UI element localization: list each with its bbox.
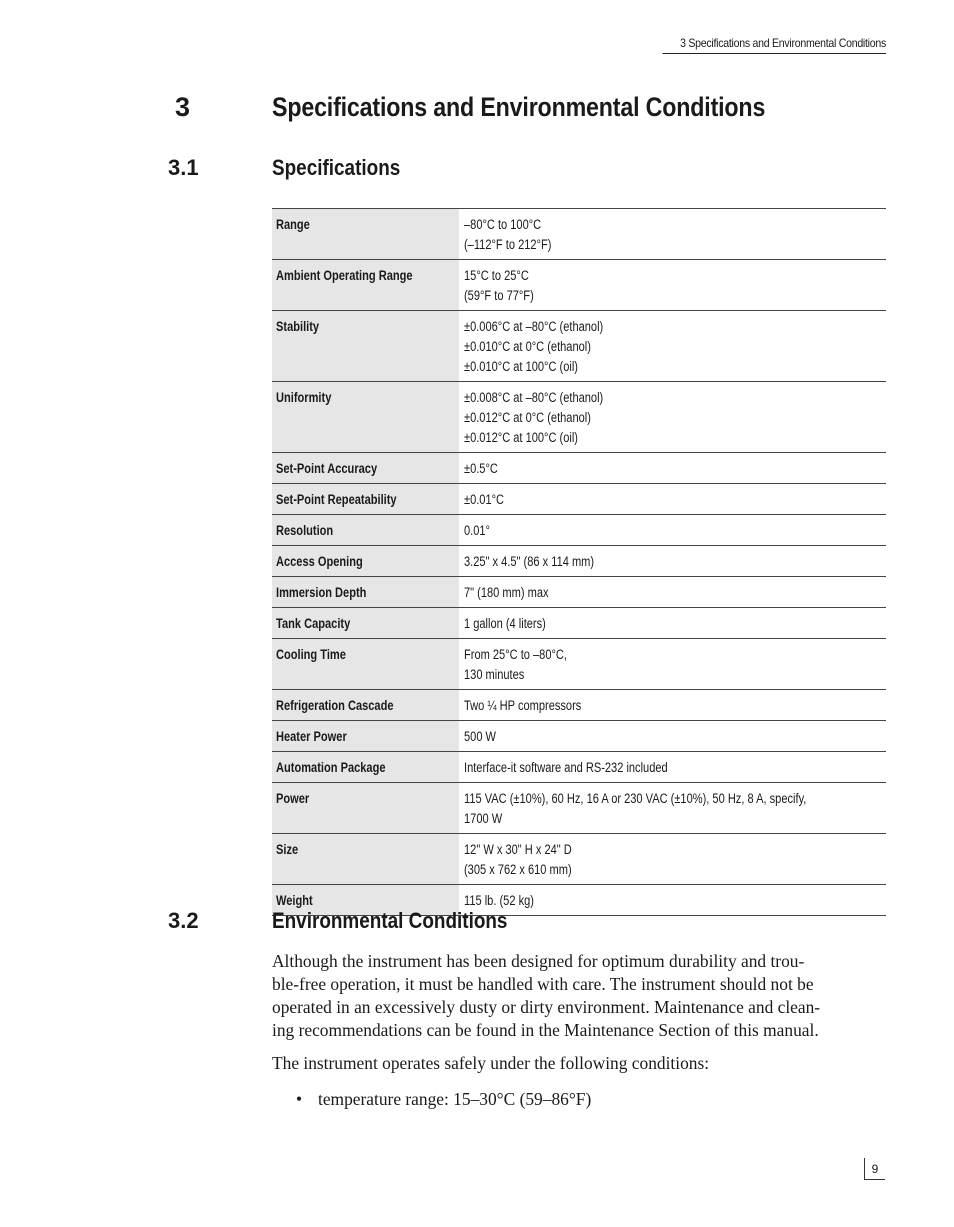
- spec-label: [272, 311, 459, 382]
- spec-value-line: [464, 337, 882, 357]
- spec-value-text: 115 lb. (52 kg): [464, 893, 535, 908]
- spec-label-text: Power: [276, 791, 310, 806]
- section-title: Specifications and Environmental Conditions: [272, 92, 766, 122]
- spec-label-text: Set-Point Repeatability: [276, 492, 397, 507]
- spec-label: [272, 608, 459, 639]
- spec-label-text: Range: [276, 217, 310, 232]
- spec-value-line: [464, 286, 882, 306]
- spec-label-text: Tank Capacity: [276, 616, 351, 631]
- specifications-table: [272, 208, 886, 916]
- spec-value-text: ±0.01°C: [464, 492, 505, 507]
- spec-row: [272, 721, 886, 752]
- spec-label-text: Refrigeration Cascade: [276, 698, 394, 713]
- spec-value-text: (–112°F to 212°F): [464, 237, 552, 252]
- spec-label-text: Heater Power: [276, 729, 347, 744]
- paragraph-line: ble-free operation, it must be handled with care. The instrument should not be: [272, 974, 814, 994]
- running-head: 3 Specifications and Environmental Conditions: [662, 36, 886, 54]
- spec-row: [272, 515, 886, 546]
- spec-value: [459, 752, 886, 783]
- spec-value: [459, 260, 886, 311]
- spec-value: [459, 577, 886, 608]
- spec-value-line: [464, 521, 882, 541]
- spec-value-line: [464, 727, 882, 747]
- spec-value-text: 0.01°: [464, 523, 491, 538]
- spec-value: [459, 834, 886, 885]
- spec-value-line: [464, 758, 882, 778]
- spec-value-text: ±0.5°C: [464, 461, 499, 476]
- spec-value: [459, 690, 886, 721]
- spec-value: [459, 608, 886, 639]
- spec-value: [459, 885, 886, 916]
- spec-label-text: Ambient Operating Range: [276, 268, 413, 283]
- spec-label: [272, 382, 459, 453]
- spec-label: [272, 783, 459, 834]
- condition-list-item: [296, 1089, 591, 1110]
- spec-value-text: 3.25" x 4.5" (86 x 114 mm): [464, 554, 595, 569]
- spec-value-text: 115 VAC (±10%), 60 Hz, 16 A or 230 VAC (±10%), 50 Hz, 8 A, specify,: [464, 791, 807, 806]
- spec-value-line: [464, 428, 882, 448]
- spec-value-text: 15°C to 25°C: [464, 268, 530, 283]
- subsection-number: 3.2: [168, 908, 199, 933]
- spec-label: [272, 484, 459, 515]
- spec-label-text: Weight: [276, 893, 313, 908]
- spec-value: [459, 721, 886, 752]
- spec-row: [272, 577, 886, 608]
- spec-value-text: ±0.008°C at –80°C (ethanol): [464, 390, 604, 405]
- spec-label: [272, 209, 459, 260]
- spec-row: [272, 311, 886, 382]
- spec-value: [459, 209, 886, 260]
- spec-value-line: [464, 266, 882, 286]
- spec-value: [459, 515, 886, 546]
- spec-value-line: [464, 552, 882, 572]
- subsection-number: 3.1: [168, 155, 199, 180]
- spec-value-text: ±0.010°C at 0°C (ethanol): [464, 339, 592, 354]
- spec-label-text: Resolution: [276, 523, 334, 538]
- subsection-title: Environmental Conditions: [272, 908, 508, 933]
- spec-value-line: [464, 840, 882, 860]
- spec-label: [272, 260, 459, 311]
- spec-label: [272, 453, 459, 484]
- spec-value: [459, 382, 886, 453]
- spec-value-text: 130 minutes: [464, 667, 525, 682]
- spec-row: [272, 453, 886, 484]
- spec-label: [272, 834, 459, 885]
- spec-value-text: Two ¼ HP compressors: [464, 698, 582, 713]
- spec-value-line: [464, 809, 882, 829]
- spec-label: [272, 546, 459, 577]
- spec-row: [272, 382, 886, 453]
- spec-value-text: (305 x 762 x 610 mm): [464, 862, 573, 877]
- spec-row: [272, 834, 886, 885]
- spec-value-text: –80°C to 100°C: [464, 217, 542, 232]
- paragraph-line: operated in an excessively dusty or dirty environment. Maintenance and clean-: [272, 997, 821, 1017]
- spec-value-line: [464, 235, 882, 255]
- spec-value-text: ±0.012°C at 100°C (oil): [464, 430, 579, 445]
- spec-value: [459, 546, 886, 577]
- spec-label-text: Immersion Depth: [276, 585, 367, 600]
- spec-value-text: 12" W x 30" H x 24" D: [464, 842, 573, 857]
- spec-value-line: [464, 388, 882, 408]
- spec-value: [459, 311, 886, 382]
- spec-value-line: [464, 317, 882, 337]
- condition-text: temperature range: 15–30°C (59–86°F): [318, 1089, 592, 1109]
- spec-value: [459, 453, 886, 484]
- spec-value: [459, 484, 886, 515]
- spec-value-line: [464, 459, 882, 479]
- spec-value-text: 500 W: [464, 729, 497, 744]
- spec-row: [272, 209, 886, 260]
- spec-label-text: Uniformity: [276, 390, 332, 405]
- spec-label-text: Stability: [276, 319, 320, 334]
- spec-row: [272, 783, 886, 834]
- section-number: 3: [175, 92, 191, 122]
- spec-value-text: ±0.006°C at –80°C (ethanol): [464, 319, 604, 334]
- spec-row: [272, 639, 886, 690]
- spec-value-text: ±0.012°C at 0°C (ethanol): [464, 410, 592, 425]
- subsection-title: Specifications: [272, 155, 401, 180]
- page-number: 9: [864, 1158, 885, 1180]
- spec-value: [459, 639, 886, 690]
- spec-value-line: [464, 891, 882, 911]
- spec-label: [272, 752, 459, 783]
- spec-value-line: [464, 357, 882, 377]
- spec-value-line: [464, 789, 882, 809]
- spec-value-text: Interface-it software and RS-232 included: [464, 760, 669, 775]
- spec-row: [272, 260, 886, 311]
- paragraph-line: ing recommendations can be found in the Maintenance Section of this manual.: [272, 1020, 819, 1040]
- spec-value-line: [464, 696, 882, 716]
- spec-label: [272, 577, 459, 608]
- spec-row: [272, 608, 886, 639]
- paragraph-line: Although the instrument has been designed for optimum durability and trou-: [272, 951, 805, 971]
- spec-value-line: [464, 583, 882, 603]
- spec-row: [272, 690, 886, 721]
- spec-label-text: Access Opening: [276, 554, 363, 569]
- spec-label: [272, 690, 459, 721]
- spec-value-line: [464, 645, 882, 665]
- spec-label-text: Size: [276, 842, 299, 857]
- spec-label: [272, 721, 459, 752]
- conditions-intro: The instrument operates safely under the following conditions:: [272, 1053, 710, 1073]
- spec-value-line: [464, 860, 882, 880]
- spec-row: [272, 752, 886, 783]
- spec-value-line: [464, 408, 882, 428]
- environment-paragraph: [272, 950, 884, 1042]
- spec-value-line: [464, 490, 882, 510]
- spec-label-text: Automation Package: [276, 760, 386, 775]
- spec-value-text: ±0.010°C at 100°C (oil): [464, 359, 579, 374]
- spec-value-text: (59°F to 77°F): [464, 288, 535, 303]
- spec-value-text: From 25°C to –80°C,: [464, 647, 568, 662]
- spec-label-text: Set-Point Accuracy: [276, 461, 378, 476]
- spec-label: [272, 639, 459, 690]
- spec-value: [459, 783, 886, 834]
- spec-value-text: 7" (180 mm) max: [464, 585, 550, 600]
- spec-value-line: [464, 614, 882, 634]
- spec-value-text: 1 gallon (4 liters): [464, 616, 547, 631]
- spec-value-line: [464, 215, 882, 235]
- spec-row: [272, 484, 886, 515]
- spec-value-text: 1700 W: [464, 811, 503, 826]
- bullet-icon: •: [296, 1089, 303, 1109]
- spec-row: [272, 546, 886, 577]
- spec-label-text: Cooling Time: [276, 647, 346, 662]
- spec-value-line: [464, 665, 882, 685]
- spec-label: [272, 515, 459, 546]
